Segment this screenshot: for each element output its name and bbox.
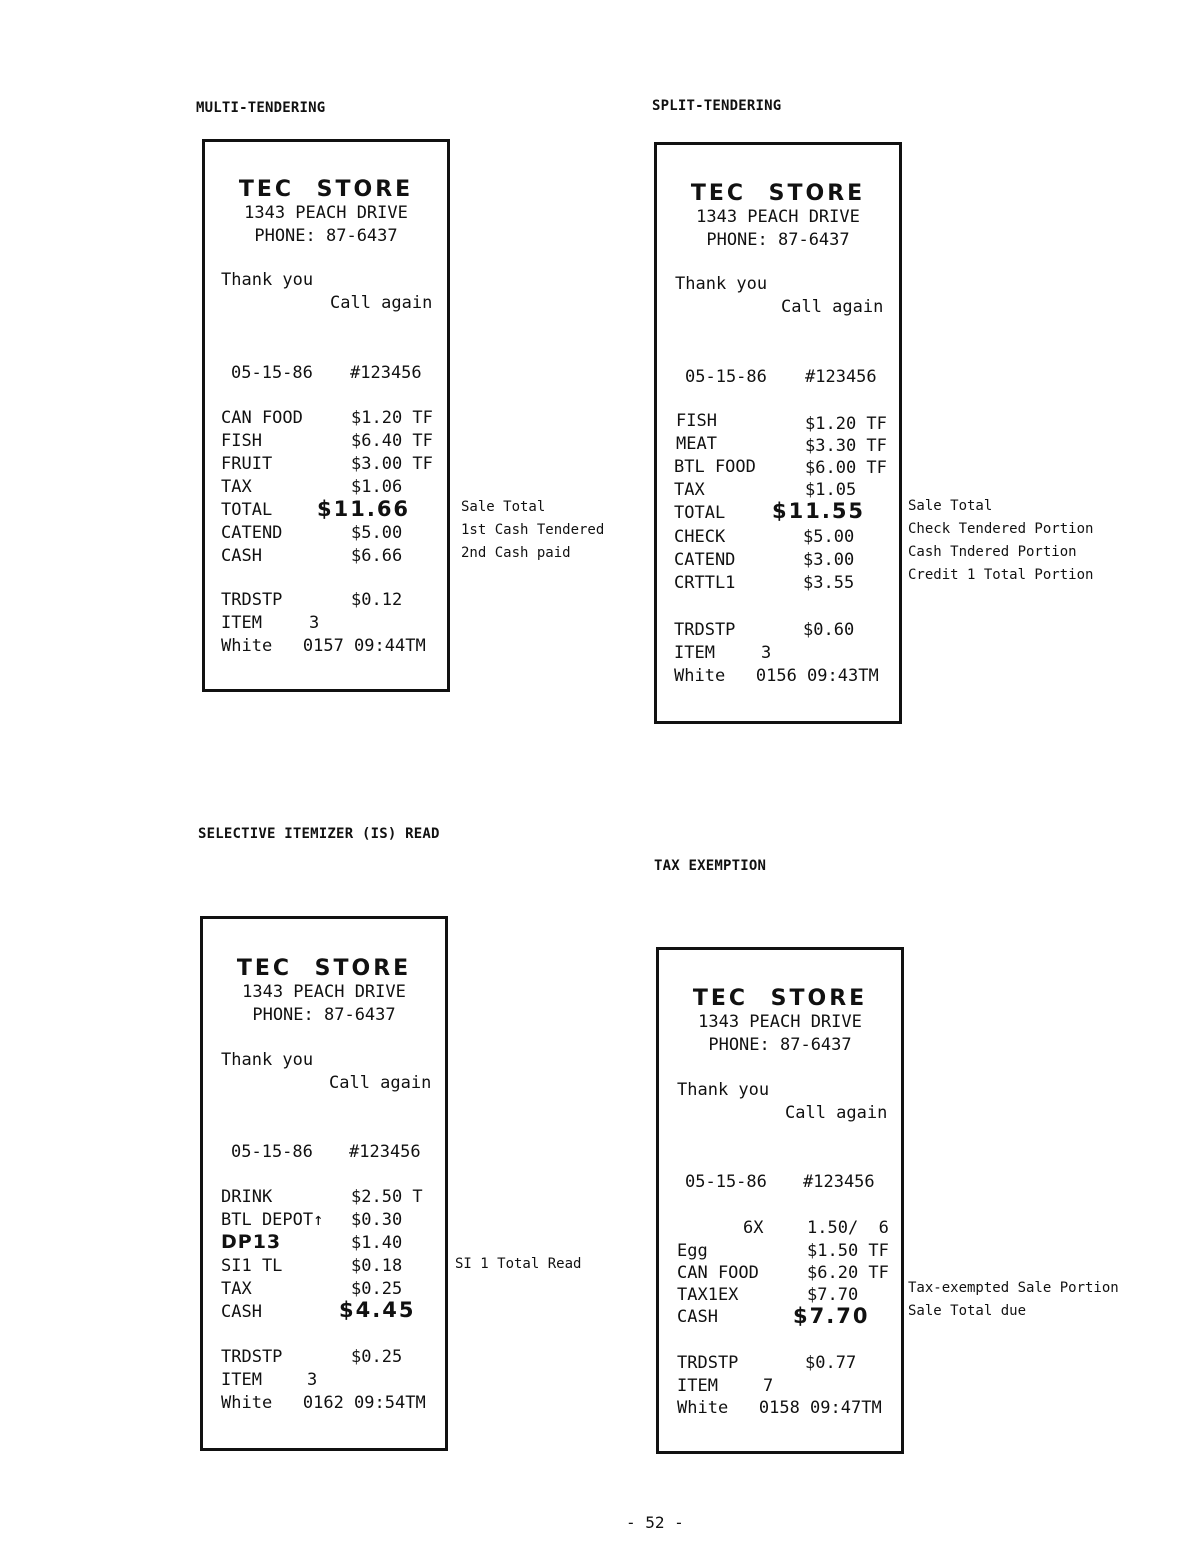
line-item-amount: $1.50 TF bbox=[807, 1241, 889, 1261]
total-label: TOTAL bbox=[221, 500, 273, 520]
annotation-si-total-read: SI 1 Total Read bbox=[455, 1256, 582, 1272]
cash-label: CASH bbox=[221, 1302, 262, 1322]
tax-label: TAX bbox=[674, 480, 705, 500]
tax-label: TAX bbox=[221, 1279, 252, 1299]
receipt-number: #123456 bbox=[803, 1172, 875, 1192]
section-title-multi: MULTI-TENDERING bbox=[196, 100, 326, 116]
line-item-amount: $6.40 TF bbox=[351, 431, 433, 451]
annotation-cash-tendered: Cash Tndered Portion bbox=[908, 544, 1077, 560]
receipt-number: #123456 bbox=[349, 1142, 421, 1162]
call-again-message: Call again bbox=[785, 1103, 888, 1123]
annotation-first-cash: 1st Cash Tendered bbox=[461, 522, 605, 538]
quantity-value: 1.50/ 6 bbox=[807, 1218, 889, 1238]
call-again-message: Call again bbox=[781, 297, 884, 317]
department-label: DP13 bbox=[221, 1231, 282, 1253]
annotation-sale-total-due: Sale Total due bbox=[908, 1303, 1027, 1319]
annotation-sale-total: Sale Total bbox=[461, 499, 546, 515]
receipt-footer: White 0162 09:54TM bbox=[221, 1393, 426, 1413]
receipt-split-tendering bbox=[654, 142, 902, 724]
receipt-tax-exemption bbox=[656, 947, 904, 1454]
line-item-amount: $2.50 T bbox=[351, 1187, 423, 1207]
department-amount: $1.40 bbox=[351, 1233, 403, 1253]
line-item-label: FISH bbox=[221, 431, 262, 451]
trdstp-amount: $0.12 bbox=[351, 590, 403, 610]
item-count-value: 3 bbox=[761, 643, 772, 663]
item-count-label: ITEM bbox=[221, 613, 262, 633]
store-name: TEC STORE bbox=[236, 956, 412, 981]
store-phone: PHONE: 87-6437 bbox=[254, 226, 398, 246]
section-title-tax: TAX EXEMPTION bbox=[654, 858, 767, 874]
receipt-footer: White 0156 09:43TM bbox=[674, 666, 879, 686]
tax-amount: $1.05 bbox=[805, 480, 857, 500]
line-item-amount: $1.20 TF bbox=[805, 414, 887, 434]
item-count-value: 7 bbox=[763, 1376, 774, 1396]
receipt-multi-tendering bbox=[202, 139, 450, 692]
line-item-label: MEAT bbox=[676, 434, 717, 454]
tender-label: CHECK bbox=[674, 527, 726, 547]
line-item-label: CAN FOOD bbox=[677, 1263, 759, 1283]
store-address: 1343 PEACH DRIVE bbox=[698, 1012, 862, 1032]
trdstp-label: TRDSTP bbox=[221, 1347, 283, 1367]
line-item-amount: $3.30 TF bbox=[805, 436, 887, 456]
line-item-label: FRUIT bbox=[221, 454, 273, 474]
receipt-date: 05-15-86 bbox=[685, 367, 767, 387]
annotation-tax-exempted: Tax-exempted Sale Portion bbox=[908, 1280, 1119, 1296]
tax-exempt-label: TAX1EX bbox=[677, 1285, 739, 1305]
store-phone: PHONE: 87-6437 bbox=[706, 230, 850, 250]
store-name: TEC STORE bbox=[238, 177, 414, 202]
receipt-date: 05-15-86 bbox=[685, 1172, 767, 1192]
tender-amount: $5.00 bbox=[803, 527, 855, 547]
tender-amount: $5.00 bbox=[351, 523, 403, 543]
quantity-label: 6X bbox=[743, 1218, 764, 1238]
thank-you-message: Thank you bbox=[221, 270, 314, 290]
store-name: TEC STORE bbox=[690, 181, 866, 206]
item-count-label: ITEM bbox=[221, 1370, 262, 1390]
call-again-message: Call again bbox=[330, 293, 433, 313]
tax-amount: $1.06 bbox=[351, 477, 403, 497]
total-amount: $11.55 bbox=[772, 499, 866, 523]
line-item-amount: $0.30 bbox=[351, 1210, 403, 1230]
trdstp-amount: $0.77 bbox=[805, 1353, 857, 1373]
tender-amount: $3.00 bbox=[803, 550, 855, 570]
si-total-label: SI1 TL bbox=[221, 1256, 283, 1276]
tender-label: CRTTL1 bbox=[674, 573, 736, 593]
receipt-date: 05-15-86 bbox=[231, 1142, 313, 1162]
call-again-message: Call again bbox=[329, 1073, 432, 1093]
trdstp-amount: $0.25 bbox=[351, 1347, 403, 1367]
total-amount: $11.66 bbox=[317, 497, 411, 521]
line-item-label: FISH bbox=[676, 411, 717, 431]
receipt-number: #123456 bbox=[350, 363, 422, 383]
tender-amount: $3.55 bbox=[803, 573, 855, 593]
receipt-selective-itemizer bbox=[200, 916, 448, 1451]
line-item-label: DRINK bbox=[221, 1187, 273, 1207]
line-item-amount: $6.20 TF bbox=[807, 1263, 889, 1283]
cash-amount: $4.45 bbox=[339, 1298, 416, 1322]
annotation-check-tendered: Check Tendered Portion bbox=[908, 521, 1094, 537]
line-item-label: CAN FOOD bbox=[221, 408, 303, 428]
tax-exempt-amount: $7.70 bbox=[807, 1285, 859, 1305]
thank-you-message: Thank you bbox=[221, 1050, 314, 1070]
tax-label: TAX bbox=[221, 477, 252, 497]
trdstp-label: TRDSTP bbox=[221, 590, 283, 610]
thank-you-message: Thank you bbox=[675, 274, 768, 294]
page-number: - 52 - bbox=[626, 1513, 684, 1532]
item-count-label: ITEM bbox=[674, 643, 715, 663]
line-item-label: Egg bbox=[677, 1241, 708, 1261]
line-item-amount: $1.20 TF bbox=[351, 408, 433, 428]
line-item-amount: $3.00 TF bbox=[351, 454, 433, 474]
item-count-label: ITEM bbox=[677, 1376, 718, 1396]
annotation-second-cash: 2nd Cash paid bbox=[461, 545, 571, 561]
item-count-value: 3 bbox=[307, 1370, 318, 1390]
line-item-amount: $6.00 TF bbox=[805, 458, 887, 478]
tender-label: CATEND bbox=[221, 523, 283, 543]
store-phone: PHONE: 87-6437 bbox=[708, 1035, 852, 1055]
store-address: 1343 PEACH DRIVE bbox=[244, 203, 408, 223]
thank-you-message: Thank you bbox=[677, 1080, 770, 1100]
tender-label: CASH bbox=[221, 546, 262, 566]
trdstp-label: TRDSTP bbox=[677, 1353, 739, 1373]
store-phone: PHONE: 87-6437 bbox=[252, 1005, 396, 1025]
cash-amount: $7.70 bbox=[793, 1304, 870, 1328]
trdstp-label: TRDSTP bbox=[674, 620, 736, 640]
receipt-footer: White 0157 09:44TM bbox=[221, 636, 426, 656]
store-address: 1343 PEACH DRIVE bbox=[696, 207, 860, 227]
receipt-date: 05-15-86 bbox=[231, 363, 313, 383]
store-name: TEC STORE bbox=[692, 986, 868, 1011]
receipt-footer: White 0158 09:47TM bbox=[677, 1398, 882, 1418]
receipt-number: #123456 bbox=[805, 367, 877, 387]
item-count-value: 3 bbox=[309, 613, 320, 633]
annotation-sale-total: Sale Total bbox=[908, 498, 993, 514]
section-title-split: SPLIT-TENDERING bbox=[652, 98, 782, 114]
section-title-selective: SELECTIVE ITEMIZER (IS) READ bbox=[198, 826, 440, 842]
trdstp-amount: $0.60 bbox=[803, 620, 855, 640]
tender-label: CATEND bbox=[674, 550, 736, 570]
annotation-credit-total: Credit 1 Total Portion bbox=[908, 567, 1094, 583]
line-item-label: BTL DEPOT↑ bbox=[221, 1210, 324, 1230]
tender-amount: $6.66 bbox=[351, 546, 403, 566]
si-total-amount: $0.18 bbox=[351, 1256, 403, 1276]
tax-amount: $0.25 bbox=[351, 1279, 403, 1299]
store-address: 1343 PEACH DRIVE bbox=[242, 982, 406, 1002]
total-label: TOTAL bbox=[674, 503, 726, 523]
line-item-label: BTL FOOD bbox=[674, 457, 756, 477]
cash-label: CASH bbox=[677, 1307, 718, 1327]
